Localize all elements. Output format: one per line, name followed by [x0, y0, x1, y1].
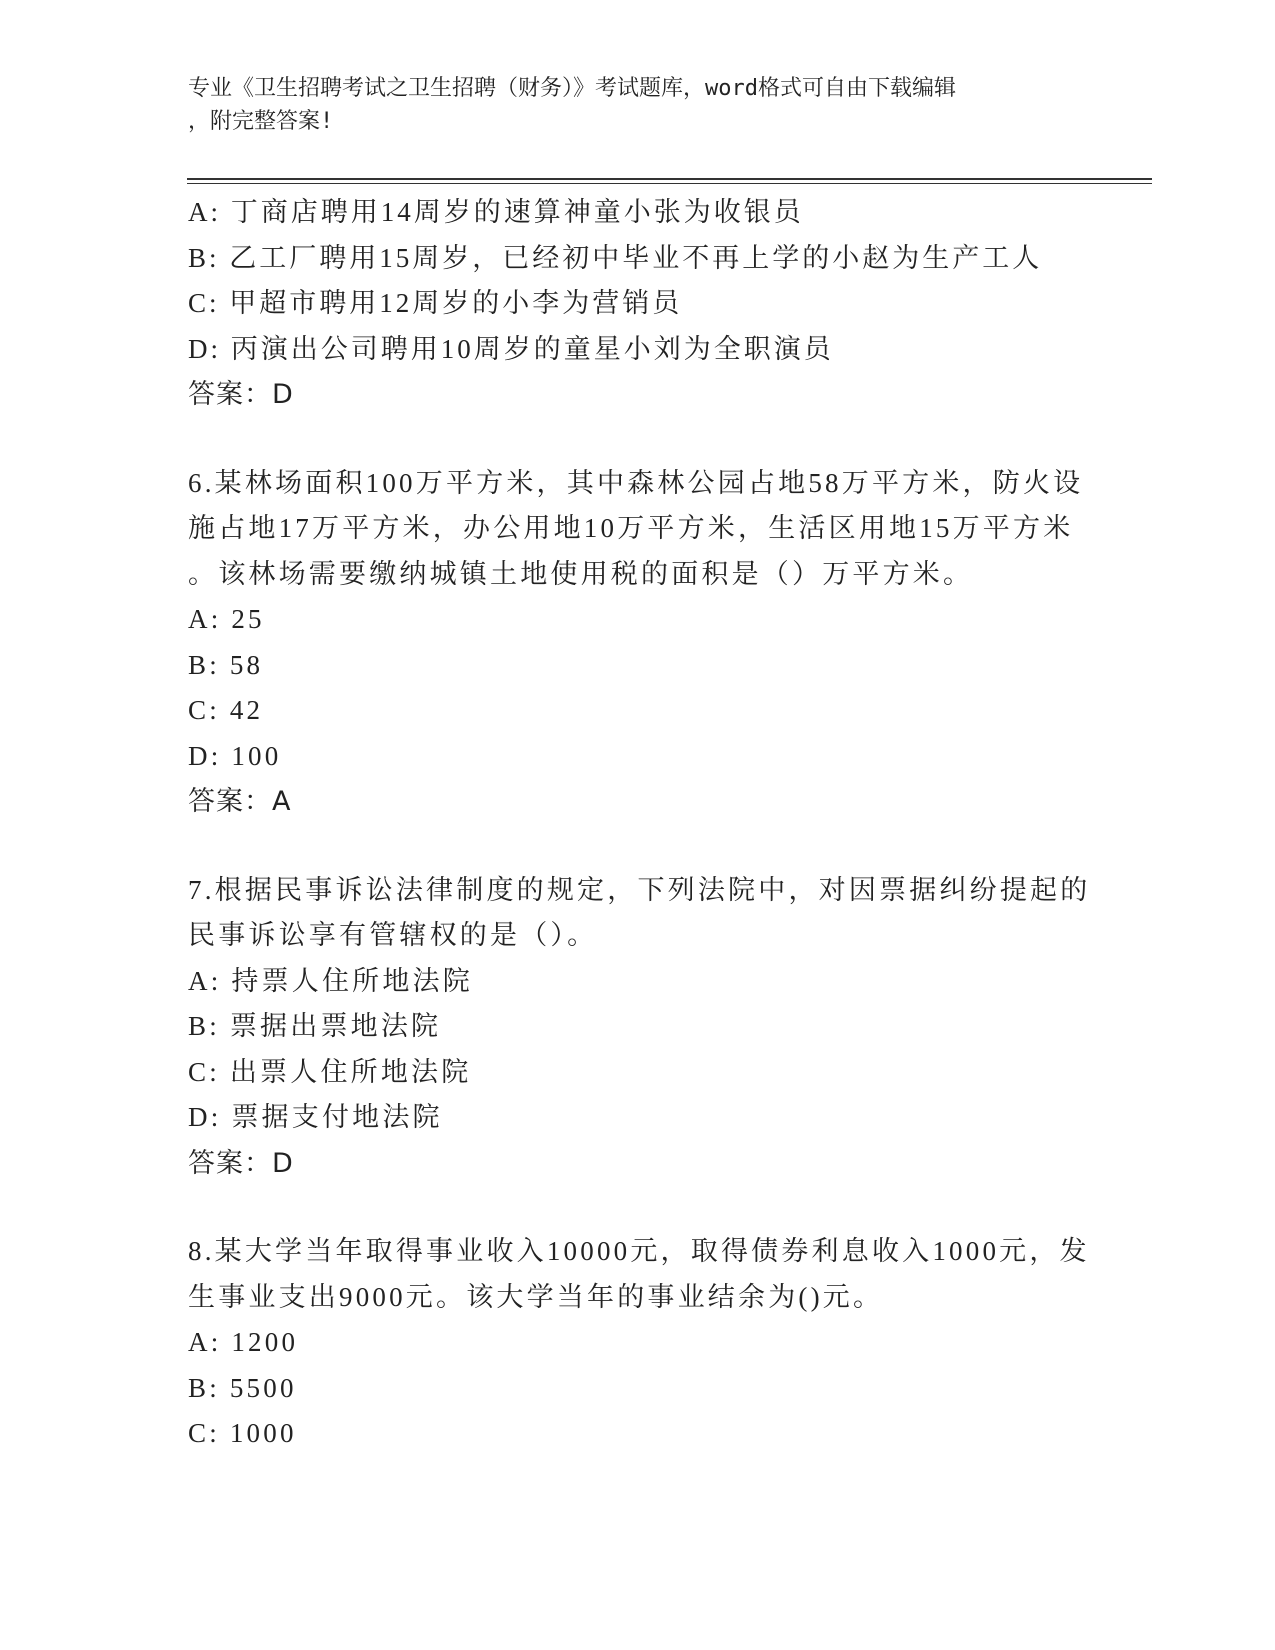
document-header [188, 72, 1068, 138]
option-b: B: 票据出票地法院 [188, 1011, 442, 1041]
question-text-line: 6.某林场面积100万平方米，其中森林公园占地58万平方米，防火设 [188, 467, 1084, 498]
answer: 答案：D [188, 379, 294, 410]
question-7-block [188, 868, 1091, 1187]
option-a: A: 持票人住所地法院 [188, 965, 473, 996]
header-line-2: ，附完整答案! [188, 109, 334, 134]
question-5-block [188, 190, 1068, 418]
option-c: C: 42 [188, 695, 264, 725]
document-body [188, 190, 1091, 1457]
option-b: B: 58 [188, 649, 264, 680]
option-c: C: 甲超市聘用12周岁的小李为营销员 [188, 288, 683, 318]
option-c: C: 1000 [188, 1418, 297, 1448]
option-b: B: 5500 [188, 1372, 297, 1403]
option-d: D: 100 [188, 740, 282, 771]
option-c: C: 出票人住所地法院 [188, 1056, 472, 1087]
question-text-line: 施占地17万平方米，办公用地10万平方米，生活区用地15万平方米 [188, 513, 1074, 543]
question-text-line: 8.某大学当年取得事业收入10000元，取得债券利息收入1000元，发 [188, 1236, 1090, 1266]
spacer [188, 1186, 1068, 1229]
option-b: B: 乙工厂聘用15周岁，已经初中毕业不再上学的小赵为生产工人 [188, 242, 1043, 273]
spacer [188, 825, 1068, 868]
answer: 答案：D [188, 1147, 294, 1179]
answer: 答案：A [188, 786, 292, 817]
question-text-line: 生事业支出9000元。该大学当年的事业结余为()元。 [188, 1281, 884, 1312]
option-a: A: 丁商店聘用14周岁的速算神童小张为收银员 [188, 197, 804, 227]
option-d: D: 丙演出公司聘用10周岁的童星小刘为全职演员 [188, 333, 834, 364]
question-text-line: 民事诉讼享有管辖权的是（）。 [188, 920, 598, 950]
option-a: A: 25 [188, 604, 265, 634]
option-d: D: 票据支付地法院 [188, 1102, 443, 1132]
spacer [188, 418, 1068, 461]
question-8-block [188, 1229, 1090, 1457]
question-text-line: 7.根据民事诉讼法律制度的规定，下列法院中，对因票据纠纷提起的 [188, 874, 1091, 905]
question-6-block [188, 461, 1084, 825]
option-a: A: 1200 [188, 1327, 299, 1357]
header-divider [187, 178, 1152, 184]
header-line-1: 专业《卫生招聘考试之卫生招聘（财务）》考试题库，word格式可自由下载编辑 [188, 76, 956, 101]
question-text-line: 。该林场需要缴纳城镇土地使用税的面积是（）万平方米。 [188, 558, 974, 589]
